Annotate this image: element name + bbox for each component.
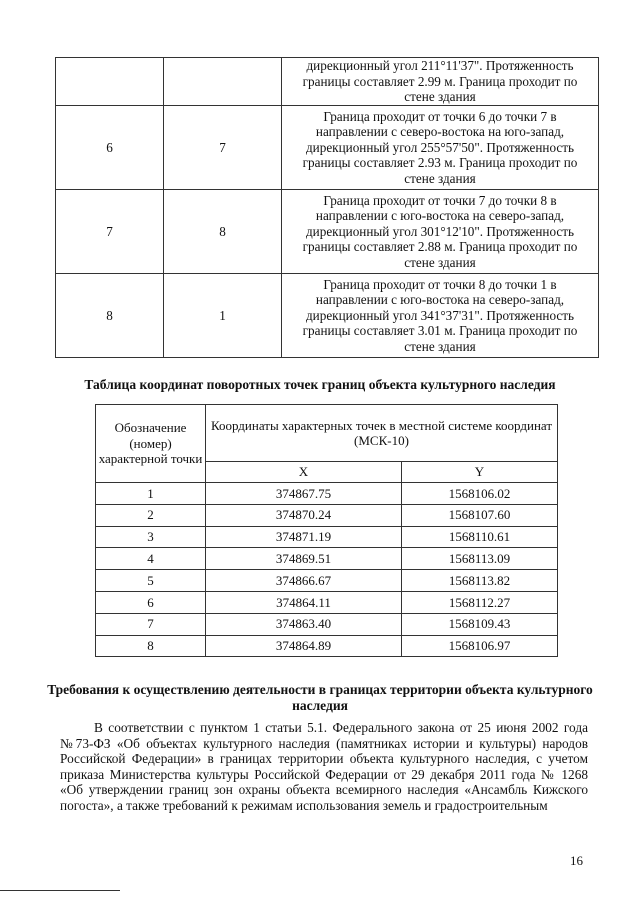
- boundary-description-cell: Граница проходит от точки 6 до точки 7 в направлении с северо-востока на юго-запад, дирекционный угол 255°57'50". Протяженность границы составляет 2.93 м. Граница проходит по стене здания: [282, 106, 599, 190]
- coordinates-header: Координаты характерных точек в местной системе координат (МСК-10): [206, 405, 558, 462]
- point-cell: 2: [96, 504, 206, 526]
- to-point-cell: [164, 58, 282, 106]
- table-row: [96, 548, 558, 570]
- y-cell: 1568113.09: [402, 548, 558, 570]
- table-row: [96, 504, 558, 526]
- y-cell: 1568113.82: [402, 570, 558, 592]
- to-point-cell: 8: [164, 190, 282, 274]
- table-row: [56, 106, 599, 190]
- y-cell: 1568106.97: [402, 635, 558, 657]
- coordinates-table-title: Таблица координат поворотных точек границ объекта культурного наследия: [84, 377, 556, 392]
- table-row: [96, 483, 558, 505]
- x-cell: 374864.11: [206, 591, 402, 613]
- footnote-divider: [0, 890, 120, 891]
- x-cell: 374870.24: [206, 504, 402, 526]
- point-cell: 8: [96, 635, 206, 657]
- boundary-description-cell: дирекционный угол 211°11'37". Протяженность границы составляет 2.99 м. Граница проходит по стене здания: [282, 58, 599, 106]
- x-cell: 374869.51: [206, 548, 402, 570]
- point-cell: 6: [96, 591, 206, 613]
- from-point-cell: [56, 58, 164, 106]
- boundary-description-cell: Граница проходит от точки 7 до точки 8 в направлении с юго-востока на северо-запад, дирекционный угол 301°12'10". Протяженность границы составляет 2.88 м. Граница проходит по стене здания: [282, 190, 599, 274]
- point-cell: 1: [96, 483, 206, 505]
- table-row: [96, 613, 558, 635]
- x-cell: 374863.40: [206, 613, 402, 635]
- coordinates-table: [95, 404, 558, 657]
- point-cell: 3: [96, 526, 206, 548]
- table-row: [96, 526, 558, 548]
- point-cell: 4: [96, 548, 206, 570]
- x-cell: 374871.19: [206, 526, 402, 548]
- table-header-row: [96, 405, 558, 462]
- from-point-cell: 8: [56, 274, 164, 358]
- x-cell: 374866.67: [206, 570, 402, 592]
- y-cell: 1568107.60: [402, 504, 558, 526]
- boundary-description-table: [55, 57, 599, 358]
- point-cell: 7: [96, 613, 206, 635]
- table-row: [96, 591, 558, 613]
- table-row: [96, 635, 558, 657]
- table-row: [56, 274, 599, 358]
- table-row: [56, 58, 599, 106]
- point-number-header: Обозначение (номер) характерной точки: [96, 405, 206, 483]
- y-cell: 1568106.02: [402, 483, 558, 505]
- y-cell: 1568112.27: [402, 591, 558, 613]
- from-point-cell: 7: [56, 190, 164, 274]
- table-row: [56, 190, 599, 274]
- x-cell: 374867.75: [206, 483, 402, 505]
- body-paragraph: В соответствии с пунктом 1 статьи 5.1. Федерального закона от 25 июня 2002 года №73-ФЗ «Об объектах культурного наследия (памятниках истории и культуры) народов Российской Федерации» в границах территории объекта культурного наследия, с учетом приказа Министерства культуры Российской Федерации от 29 декабря 2011 года № 1268 «Об утверждении границ зон охраны объекта всемирного наследия «Ансамбль Кижского погоста», а также требований к режимам использования земель и градостроительным: [60, 720, 588, 813]
- table-row: [96, 570, 558, 592]
- boundary-description-cell: Граница проходит от точки 8 до точки 1 в направлении с юго-востока на северо-запад, дирекционный угол 341°37'31". Протяженность границы составляет 3.01 м. Граница проходит по стене здания: [282, 274, 599, 358]
- from-point-cell: 6: [56, 106, 164, 190]
- x-cell: 374864.89: [206, 635, 402, 657]
- requirements-heading: Требования к осуществлению деятельности в границах территории объекта культурного наследия: [47, 682, 593, 713]
- y-header: Y: [402, 462, 558, 483]
- to-point-cell: 1: [164, 274, 282, 358]
- point-cell: 5: [96, 570, 206, 592]
- to-point-cell: 7: [164, 106, 282, 190]
- x-header: X: [206, 462, 402, 483]
- y-cell: 1568110.61: [402, 526, 558, 548]
- page-number: 16: [570, 853, 583, 868]
- y-cell: 1568109.43: [402, 613, 558, 635]
